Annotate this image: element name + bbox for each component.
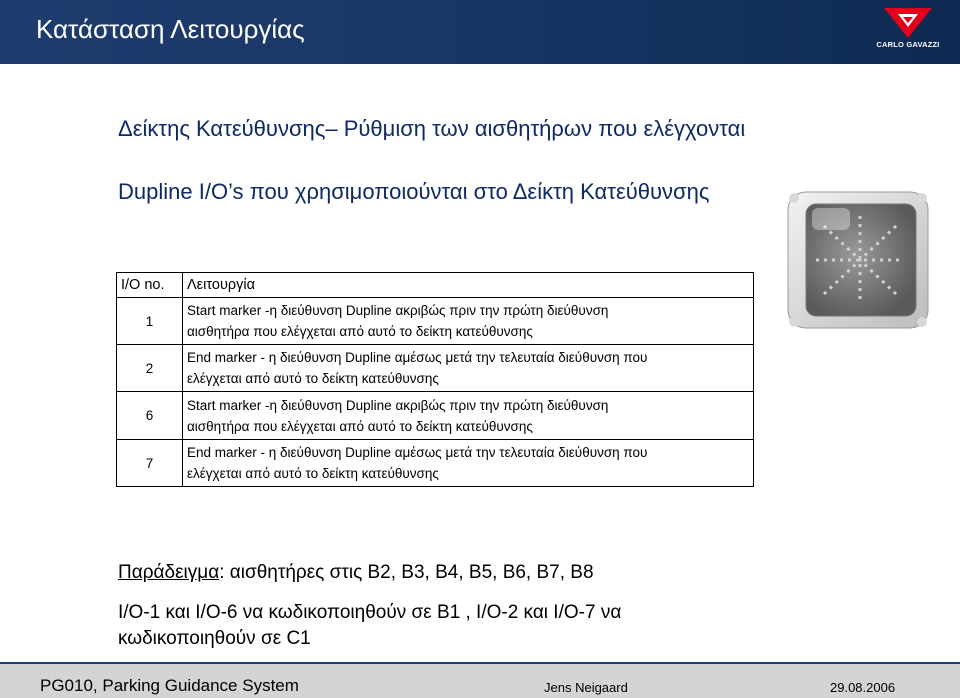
row-function-line: ελέγχεται από αυτό το δείκτη κατεύθυνσης bbox=[187, 466, 439, 481]
table-row bbox=[117, 392, 754, 440]
row-function-line: αισθητήρα που ελέγχεται από αυτό το δείκτη κατεύθυνσης bbox=[187, 324, 533, 339]
example-label: Παράδειγμα bbox=[118, 562, 220, 583]
footer-date: 29.08.2006 bbox=[830, 680, 896, 695]
example-line bbox=[118, 562, 594, 584]
slide-subtitle: Δείκτης Κατεύθυνσης– Ρύθμιση των αισθητήρων που ελέγχονται bbox=[118, 116, 746, 141]
row-function-line: Start marker -η διεύθυνση Dupline ακριβώς πριν την πρώτη διεύθυνση bbox=[187, 397, 609, 413]
direction-indicator-device-icon bbox=[784, 186, 934, 334]
row-no: 1 bbox=[117, 298, 183, 345]
row-function-line: End marker - η διεύθυνση Dupline αμέσως μετά την τελευταία διεύθυνση που bbox=[187, 350, 648, 365]
row-no: 7 bbox=[117, 440, 183, 487]
header-function: Λειτουργία bbox=[183, 273, 754, 298]
footer-presentation-name: PG010, Parking Guidance System bbox=[40, 676, 299, 695]
row-function-line: Start marker -η διεύθυνση Dupline ακριβώς πριν την πρώτη διεύθυνση bbox=[187, 303, 609, 318]
row-function bbox=[183, 440, 754, 487]
row-function bbox=[183, 298, 754, 345]
footer-author: Jens Neigaard bbox=[544, 680, 628, 695]
row-no: 6 bbox=[117, 392, 183, 440]
header-io-no: I/O no. bbox=[117, 273, 183, 298]
carlo-gavazzi-logo-icon bbox=[872, 8, 944, 56]
encoding-note: I/O-1 και I/O-6 να κωδικοποιηθούν σε B1 , I/O-2 και I/O-7 να κωδικοποιηθούν σε C1 bbox=[118, 602, 622, 649]
row-function bbox=[183, 345, 754, 392]
footer-divider bbox=[0, 662, 960, 664]
table-row bbox=[117, 298, 754, 345]
header-bar bbox=[0, 0, 960, 64]
example-text: : αισθητήρες στις B2, B3, B4, B5, B6, B7, B8 bbox=[219, 562, 594, 583]
table-row bbox=[117, 345, 754, 392]
section-heading: Dupline I/O’s που χρησιμοποιούνται στο Δείκτη Κατεύθυνσης bbox=[118, 179, 710, 204]
row-function-line: End marker - η διεύθυνση Dupline αμέσως μετά την τελευταία διεύθυνση που bbox=[187, 445, 648, 460]
row-function bbox=[183, 392, 754, 440]
row-no: 2 bbox=[117, 345, 183, 392]
io-table bbox=[116, 272, 754, 487]
logo-text: CARLO GAVAZZI bbox=[876, 40, 940, 49]
table-row bbox=[117, 440, 754, 487]
row-function-line: αισθητήρα που ελέγχεται από αυτό το δείκτη κατεύθυνσης bbox=[187, 418, 533, 434]
page-title: Κατάσταση Λειτουργίας bbox=[36, 14, 305, 44]
table-header-row bbox=[117, 273, 754, 298]
row-function-line: ελέγχεται από αυτό το δείκτη κατεύθυνσης bbox=[187, 371, 439, 386]
